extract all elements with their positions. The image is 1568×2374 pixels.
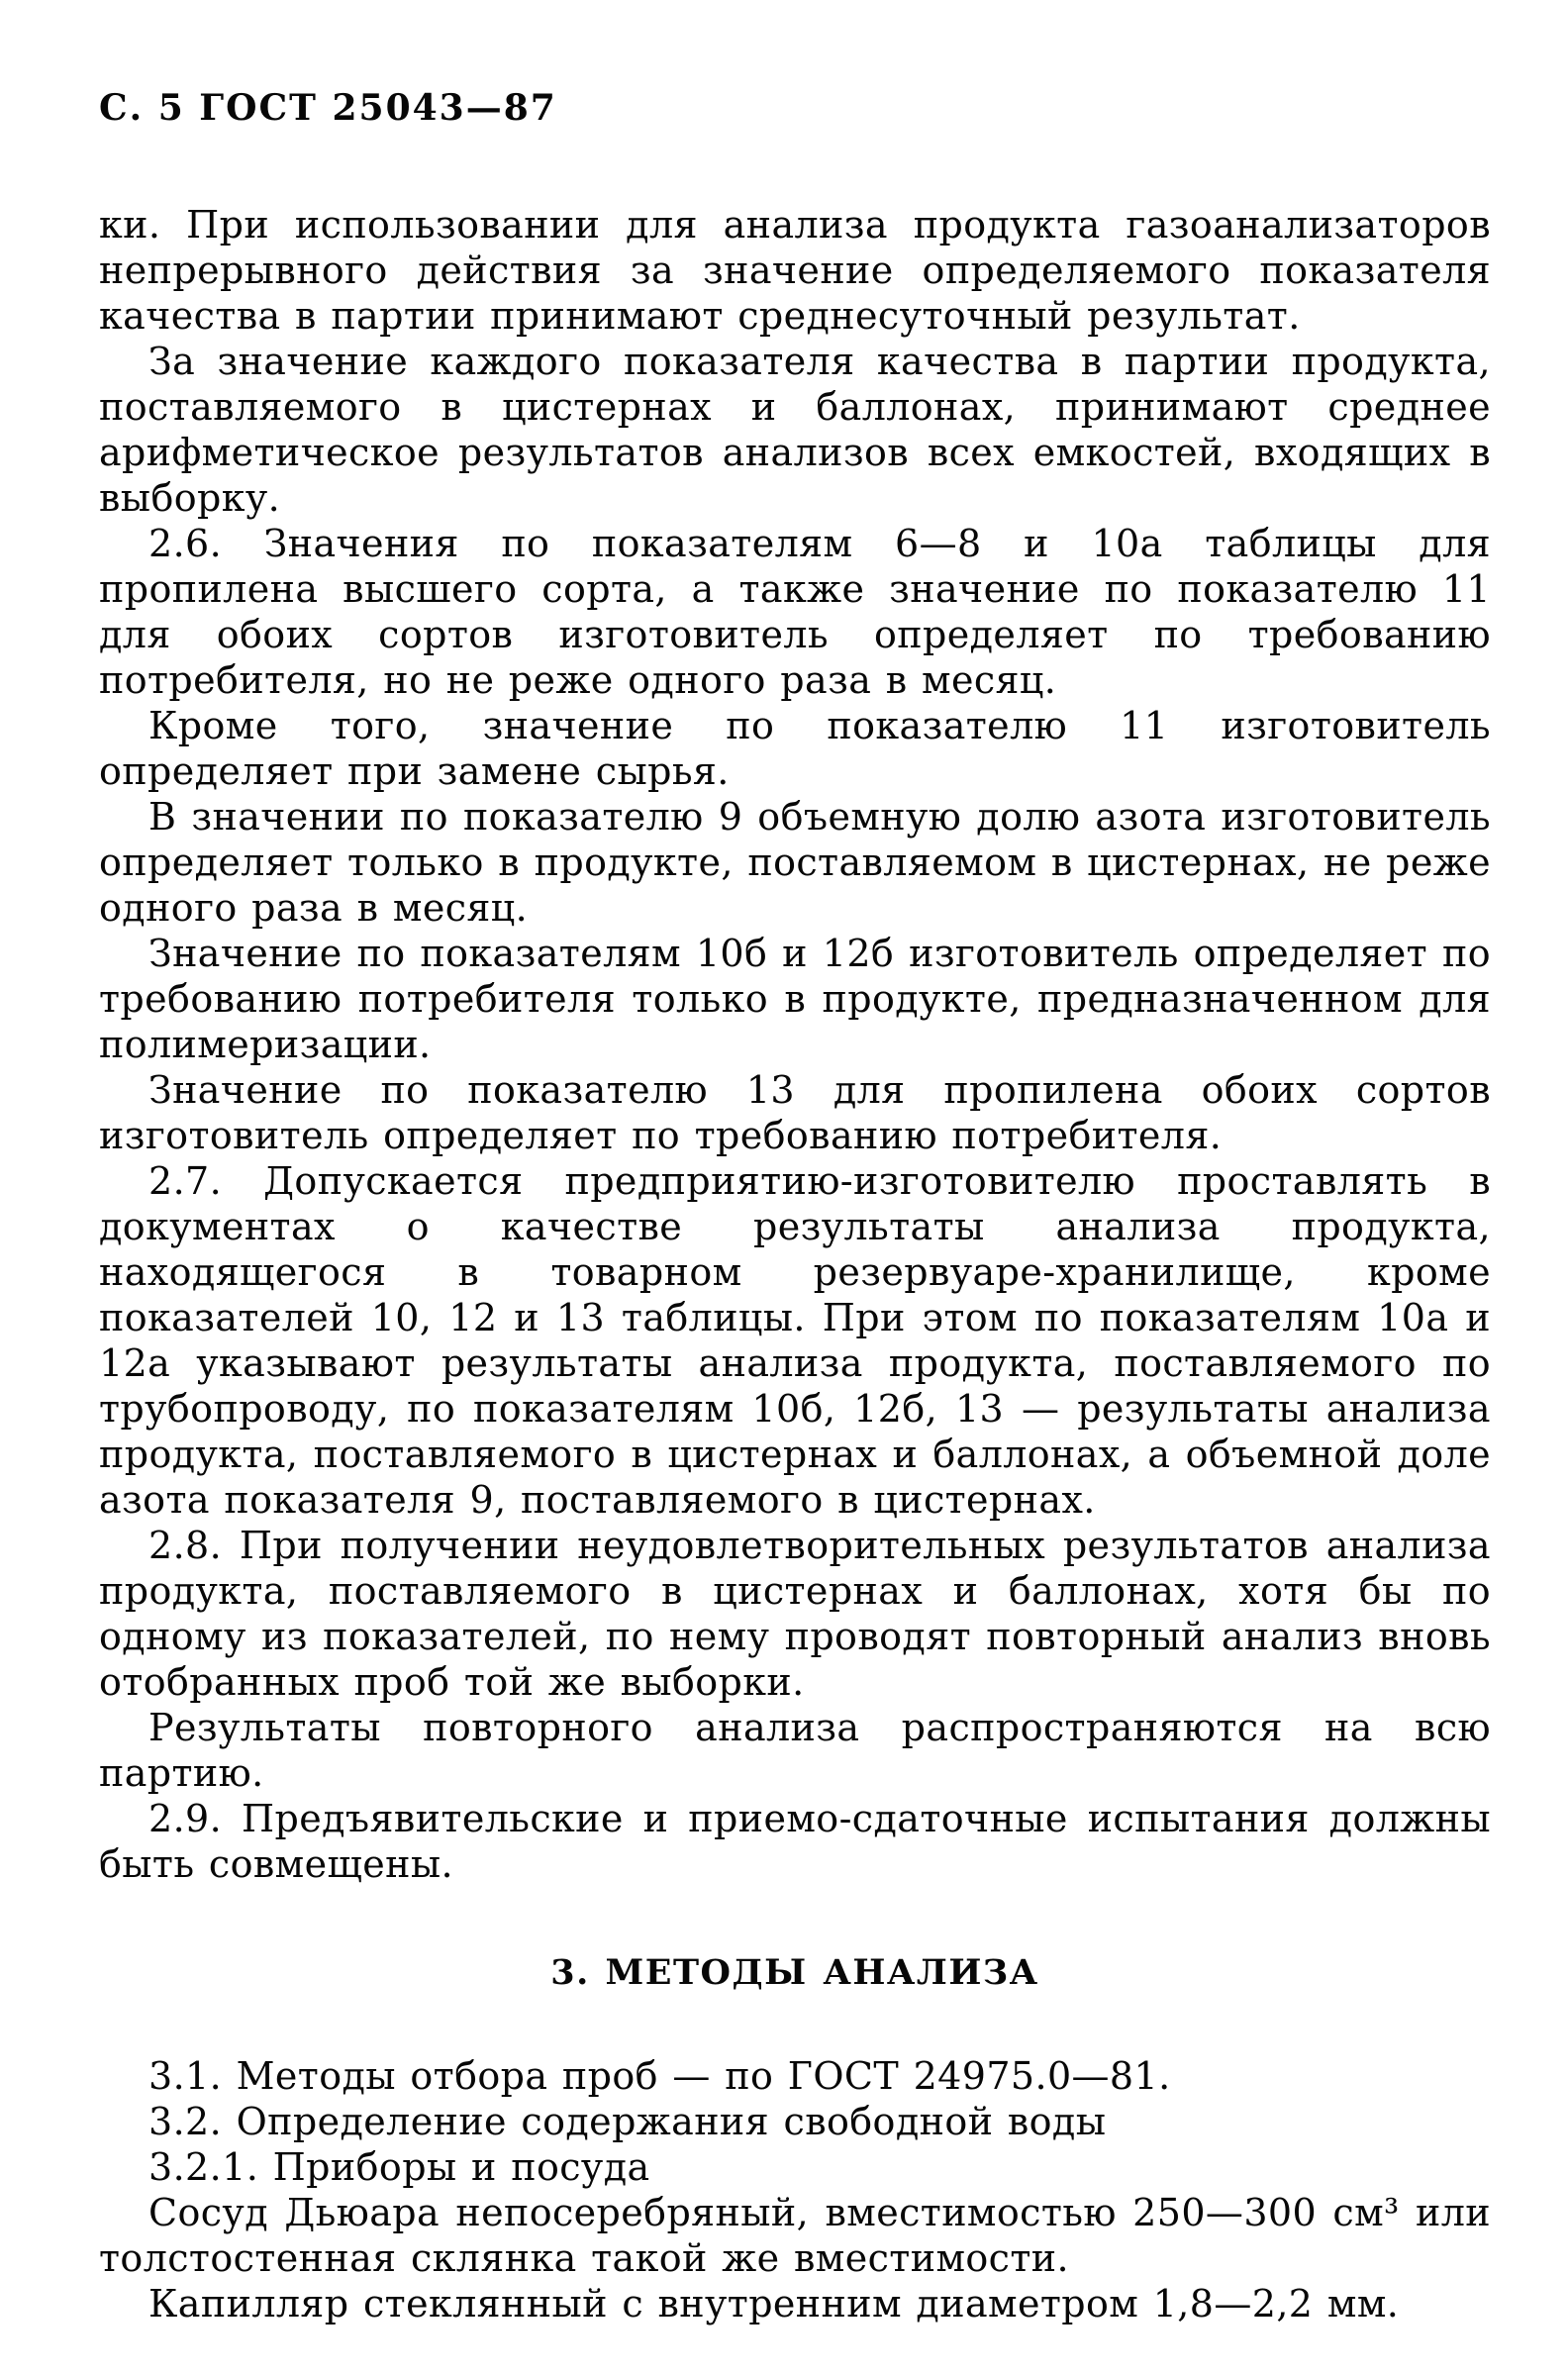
paragraph-clause-3-2-1: 3.2.1. Приборы и посуда [148, 2145, 650, 2189]
section-3-heading: 3. МЕТОДЫ АНАЛИЗА [550, 1952, 1039, 1993]
paragraph: В значении по показателю 9 объемную долю азота изготовитель определяет только в продукте, поставляемом в цистернах, не реже одного раза в месяц. [99, 795, 1491, 930]
paragraph: Значение по показателям 10б и 12б изготовитель определяет по требованию потребителя только в продукте, предназначенном для полимеризации. [99, 932, 1491, 1066]
paragraph-clause-2-9: 2.9. Предъявительские и приемо-сдаточные испытания должны быть совмещены. [99, 1797, 1491, 1886]
paragraph-clause-3-1: 3.1. Методы отбора проб — по ГОСТ 24975.0—81. [148, 2054, 1171, 2098]
paragraph: Результаты повторного анализа распространяются на всю партию. [99, 1706, 1491, 1795]
paragraph: Сосуд Дьюара непосеребряный, вместимостью 250—300 см³ или толстостенная склянка такой же вместимости. [99, 2191, 1491, 2280]
paragraph: За значение каждого показателя качества в партии продукта, поставляемого в цистернах и баллонах, принимают среднее арифметическое результатов анализов всех емкостей, входящих в выборку. [99, 340, 1491, 520]
document-content [99, 202, 1491, 2326]
page-header: С. 5 ГОСТ 25043—87 [99, 87, 557, 129]
paragraph-clause-2-8: 2.8. При получении неудовлетворительных результатов анализа продукта, поставляемого в цистернах и баллонах, хотя бы по одному из показателей, по нему проводят повторный анализ вновь отобранных проб той же выборки. [99, 1524, 1491, 1704]
paragraph: Значение по показателю 13 для пропилена обоих сортов изготовитель определяет по требованию потребителя. [99, 1068, 1491, 1157]
paragraph: Кроме того, значение по показателю 11 изготовитель определяет при замене сырья. [99, 704, 1491, 793]
paragraph-clause-2-7: 2.7. Допускается предприятию-изготовителю проставлять в документах о качестве результаты анализа продукта, находящегося в товарном резервуаре-хранилище, кроме показателей 10, 12 и 13 таблицы. При этом по показателям 10а и 12а указывают результаты анализа продукта, поставляемого по трубопроводу, по показателям 10б, 12б, 13 — результаты анализа продукта, поставляемого в цистернах и баллонах, а объемной доле азота показателя 9, поставляемого в цистернах. [99, 1159, 1491, 1522]
paragraph: Капилляр стеклянный с внутренним диаметром 1,8—2,2 мм. [148, 2282, 1400, 2325]
paragraph-clause-3-2: 3.2. Определение содержания свободной воды [148, 2100, 1107, 2143]
paragraph-clause-2-6: 2.6. Значения по показателям 6—8 и 10а таблицы для пропилена высшего сорта, а также значение по показателю 11 для обоих сортов изготовитель определяет по требованию потребителя, но не реже одного раза в месяц. [99, 522, 1491, 702]
paragraph: ки. При использовании для анализа продукта газоанализаторов непрерывного действия за значение определяемого показателя качества в партии принимают среднесуточный результат. [99, 203, 1491, 338]
